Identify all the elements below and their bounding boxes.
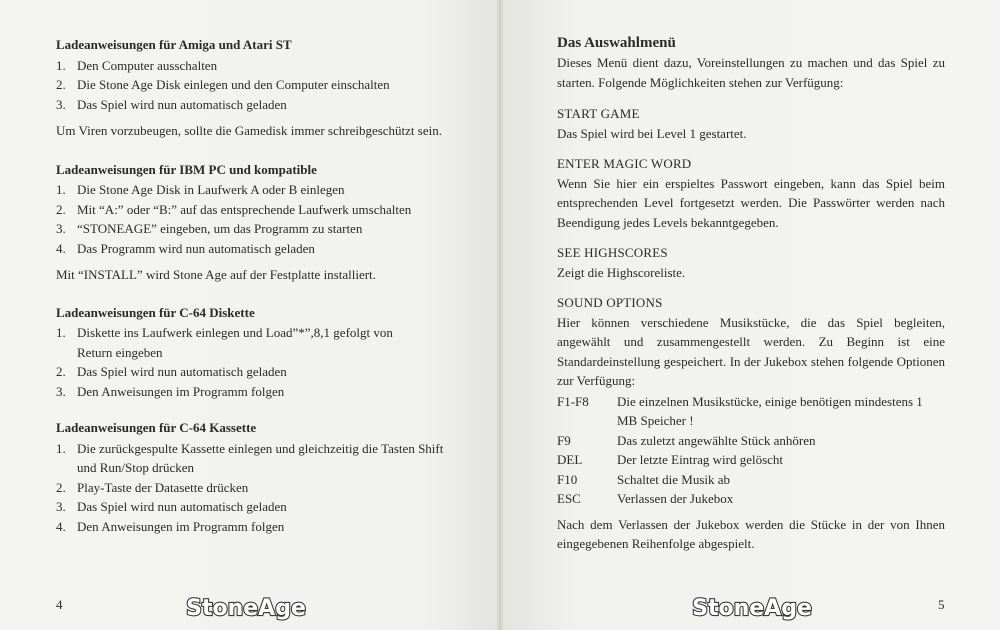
jukebox-keys <box>557 392 945 509</box>
install-note: Mit “INSTALL” wird Stone Age auf der Festplatte installiert. <box>56 267 376 282</box>
item-number: 1. <box>56 325 66 340</box>
option-sound-options <box>557 293 945 391</box>
option-title: START GAME <box>557 106 640 121</box>
list-item <box>56 517 456 537</box>
ordered-list <box>56 56 456 115</box>
key-row <box>557 431 945 451</box>
option-description: Zeigt die Highscoreliste. <box>557 264 686 280</box>
key-label: F10 <box>557 471 578 487</box>
list-item <box>56 56 456 76</box>
item-text: Die Stone Age Disk einlegen und den Computer einschalten <box>77 77 390 92</box>
item-number: 1. <box>56 57 66 73</box>
item-text: Den Anweisungen im Programm folgen <box>77 383 285 399</box>
intro-paragraph: Dieses Menü dient dazu, Voreinstellungen zu machen und das Spiel zu starten. Folgende Möglichkeiten stehen zur Verfügung: <box>557 55 945 90</box>
option-title: SOUND OPTIONS <box>557 295 663 310</box>
stone-age-logo-left <box>186 593 306 621</box>
item-text: Diskette ins Laufwerk einlegen und Load”*”,8,1 gefolgt von Return eingeben <box>77 325 393 360</box>
key-description: Die einzelnen Musikstücke, einige benötigen mindestens 1 MB Speicher ! <box>617 393 923 428</box>
item-number: 3. <box>56 221 66 236</box>
item-number: 3. <box>56 499 66 514</box>
list-item <box>56 239 456 259</box>
left-content <box>56 35 456 536</box>
logo-text: StoneAge <box>692 596 812 621</box>
item-number: 3. <box>56 96 66 112</box>
item-text: Den Anweisungen im Programm folgen <box>77 518 285 534</box>
option-enter-magic-word <box>557 154 945 232</box>
item-text: Play-Taste der Datasette drücken <box>77 479 249 495</box>
item-text: Das Spiel wird nun automatisch geladen <box>77 499 287 514</box>
section-ibm-pc <box>56 160 456 285</box>
list-item <box>56 497 456 517</box>
ordered-list <box>56 323 456 401</box>
item-text: Das Spiel wird nun automatisch geladen <box>77 96 287 112</box>
list-item <box>56 219 456 239</box>
ordered-list <box>56 439 456 537</box>
list-item <box>56 180 456 200</box>
stone-age-logo-icon <box>692 593 812 621</box>
item-number: 1. <box>56 440 66 456</box>
section-title: Ladeanweisungen für Amiga und Atari ST <box>56 37 292 52</box>
option-description: Das Spiel wird bei Level 1 gestartet. <box>557 125 747 141</box>
item-number: 2. <box>56 201 66 217</box>
item-number: 2. <box>56 364 66 379</box>
list-item <box>56 478 456 498</box>
list-item <box>56 323 397 362</box>
ordered-list <box>56 180 456 258</box>
item-text: “STONEAGE” eingeben, um das Programm zu starten <box>77 221 363 236</box>
item-text: Die zurückgespulte Kassette einlegen und gleichzeitig die Tasten Shift und Run/Stop drücken <box>77 440 444 475</box>
item-number: 1. <box>56 182 66 197</box>
item-number: 2. <box>56 77 66 92</box>
item-number: 2. <box>56 479 66 495</box>
page-number-right: 5 <box>938 597 945 612</box>
option-see-highscores <box>557 243 945 282</box>
option-start-game <box>557 104 945 143</box>
book-gutter <box>497 0 503 630</box>
item-text: Die Stone Age Disk in Laufwerk A oder B einlegen <box>77 182 345 197</box>
key-label: F9 <box>557 432 571 448</box>
list-item <box>56 200 456 220</box>
list-item <box>56 75 456 95</box>
outro-paragraph: Nach dem Verlassen der Jukebox werden die Stücke in der von Ihnen eingegebenen Reihenfolge abgespielt. <box>557 516 945 551</box>
item-number: 3. <box>56 383 66 399</box>
key-description: Der letzte Eintrag wird gelöscht <box>617 452 784 467</box>
item-text: Das Spiel wird nun automatisch geladen <box>77 364 287 379</box>
key-row <box>557 489 945 509</box>
key-row <box>557 450 945 470</box>
item-number: 4. <box>56 518 66 534</box>
option-description: Wenn Sie hier ein erspieltes Passwort eingeben, kann das Spiel beim entsprechenden Level fortgesetzt werden. Die Passwörter werden nach Beendigung jedes Levels bekanntgegeben. <box>557 175 945 230</box>
section-c64-disk <box>56 303 456 402</box>
key-description: Schaltet die Musik ab <box>617 471 731 487</box>
item-number: 4. <box>56 240 66 256</box>
logo-text: StoneAge <box>186 596 306 621</box>
section-title: Ladeanweisungen für C-64 Diskette <box>56 304 255 320</box>
section-c64-tape <box>56 418 456 536</box>
item-text: Den Computer ausschalten <box>77 57 218 73</box>
key-description: Das zuletzt angewählte Stück anhören <box>617 432 816 448</box>
list-item <box>56 95 456 115</box>
page-number-left: 4 <box>56 597 63 612</box>
right-content <box>557 34 945 554</box>
page-title: Das Auswahlmenü <box>557 35 676 51</box>
stone-age-logo-right <box>692 593 812 621</box>
key-row <box>557 392 945 431</box>
section-title: Ladeanweisungen für C-64 Kassette <box>56 420 257 435</box>
option-description: Hier können verschiedene Musikstücke, die das Spiel begleiten, angewählt und zusammengestellt werden. Zu Beginn ist eine Standardeinstellung gespeichert. In der Jukebox stehen folgende Optionen zur Verfügung: <box>557 314 945 388</box>
key-row <box>557 470 945 490</box>
list-item <box>56 439 449 478</box>
list-item <box>56 362 456 382</box>
section-amiga-atari <box>56 35 456 141</box>
virus-note: Um Viren vorzubeugen, sollte die Gamedisk immer schreibgeschützt sein. <box>56 123 442 138</box>
item-text: Das Programm wird nun automatisch geladen <box>77 240 315 256</box>
key-description: Verlassen der Jukebox <box>617 491 734 506</box>
option-title: SEE HIGHSCORES <box>557 245 668 260</box>
key-label: ESC <box>557 491 581 506</box>
stone-age-logo-icon <box>186 593 306 621</box>
section-title: Ladeanweisungen für IBM PC und kompatible <box>56 161 317 177</box>
list-item <box>56 382 456 402</box>
key-label: DEL <box>557 452 583 467</box>
option-title: ENTER MAGIC WORD <box>557 156 692 171</box>
key-label: F1-F8 <box>557 393 589 409</box>
item-text: Mit “A:” oder “B:” auf das entsprechende Laufwerk umschalten <box>77 201 412 217</box>
